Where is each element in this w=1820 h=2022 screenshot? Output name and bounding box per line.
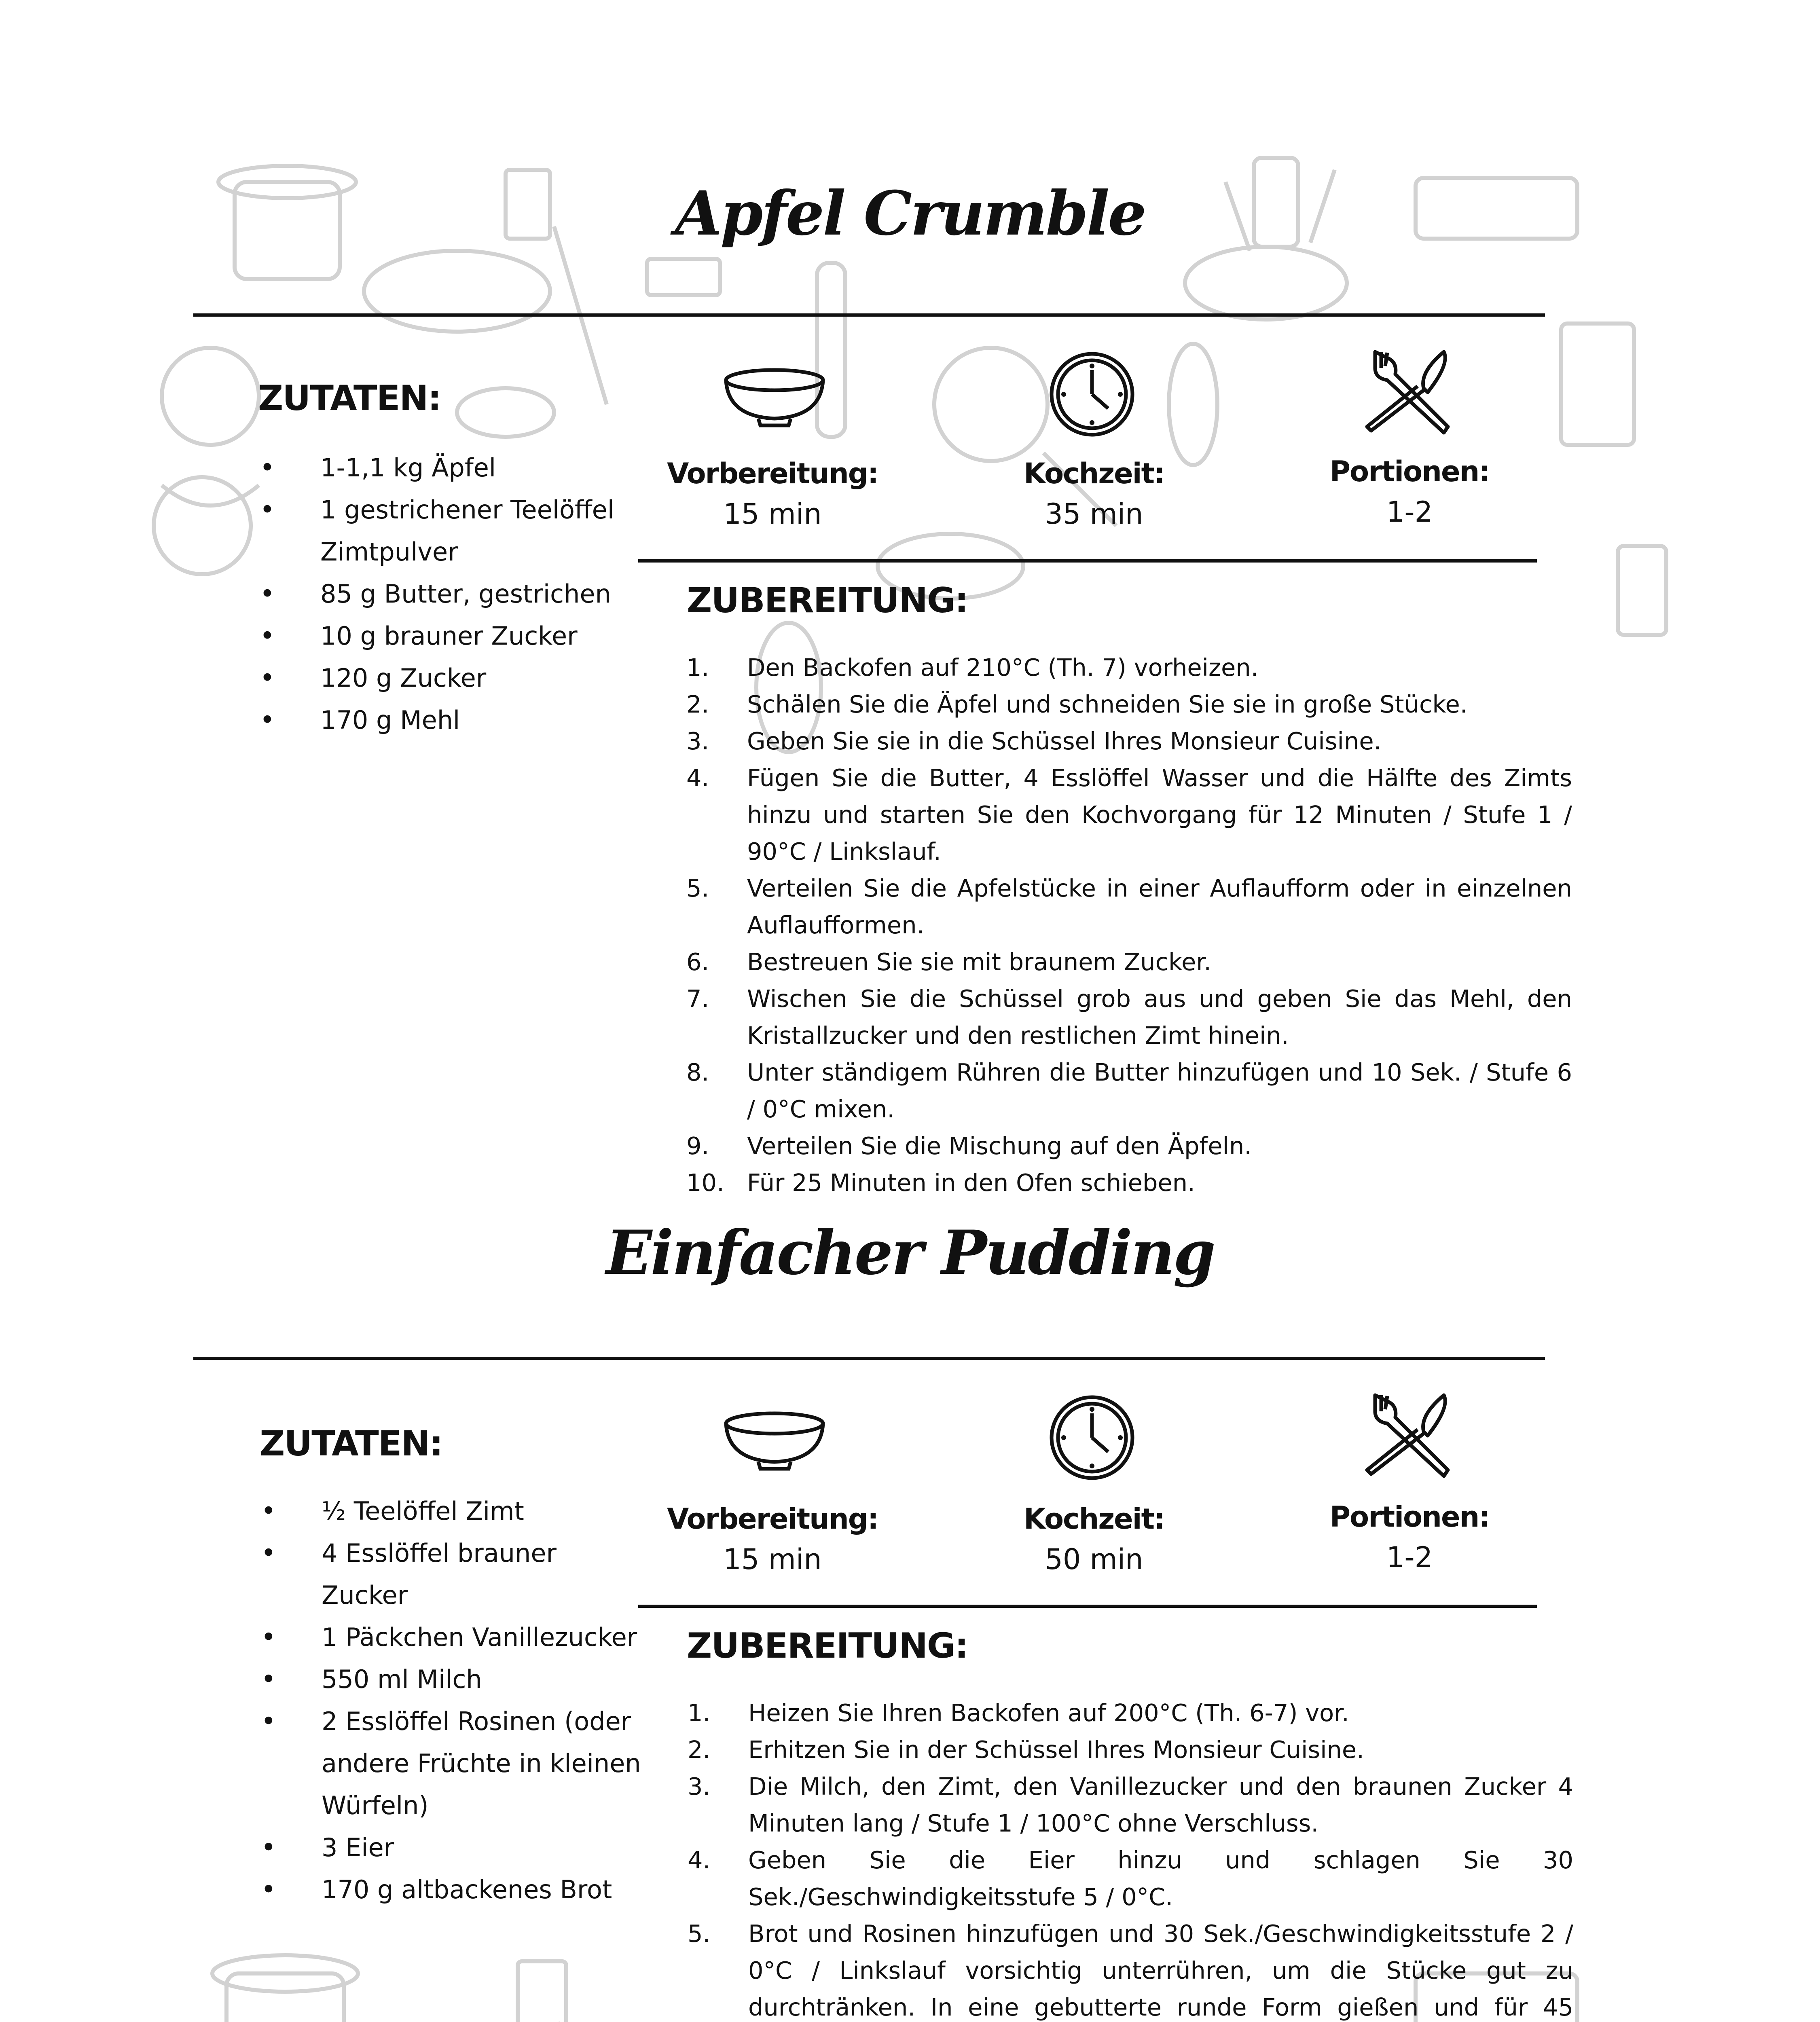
list-item: • 4 Esslöffel brauner Zucker: [261, 1532, 641, 1616]
steps-heading: ZUBEREITUNG:: [687, 580, 968, 621]
list-item: • ½ Teelöffel Zimt: [261, 1490, 641, 1532]
list-item: • 85 g Butter, gestrichen: [260, 573, 640, 615]
servings-value: 1-2: [1386, 495, 1433, 529]
list-item: • 10 g brauner Zucker: [260, 615, 640, 657]
recipe-title: Einfacher Pudding: [606, 1217, 1214, 1288]
list-item: [688, 1731, 1573, 1768]
list-item: • 1 Päckchen Vanillezucker: [261, 1616, 641, 1658]
list-item: • 3 Eier: [261, 1827, 641, 1869]
step-number: 3.: [686, 727, 709, 755]
servings-label: Portionen:: [1329, 455, 1490, 488]
prep-time-label: Vorbereitung:: [667, 1502, 878, 1536]
bowl-icon: [720, 368, 829, 429]
list-item: [686, 1054, 1572, 1127]
meta-divider: [638, 559, 1537, 563]
step-text: Wischen Sie die Schüssel grob aus und geben Sie das Mehl, den Kristallzucker und den restlichen Zimt hinein.: [747, 985, 1572, 1049]
step-text: Für 25 Minuten in den Ofen schieben.: [747, 1169, 1195, 1197]
list-item: [686, 759, 1572, 870]
step-text: Den Backofen auf 210°C (Th. 7) vorheizen.: [747, 654, 1259, 681]
title-divider: [193, 1357, 1545, 1360]
list-item: • 1 gestrichener Teelöffel Zimtpulver: [260, 489, 640, 573]
step-text: Verteilen Sie die Mischung auf den Äpfeln.: [747, 1132, 1252, 1160]
step-number: 10.: [686, 1169, 724, 1197]
bowl-icon: [720, 1411, 829, 1472]
list-item: [686, 943, 1572, 980]
steps-heading: ZUBEREITUNG:: [687, 1626, 968, 1666]
title-divider: [193, 313, 1545, 317]
fork-knife-icon: [1363, 348, 1452, 437]
step-text: Erhitzen Sie in der Schüssel Ihres Monsieur Cuisine.: [748, 1736, 1364, 1764]
steps-list: [688, 1694, 1573, 2022]
step-number: 7.: [686, 985, 709, 1013]
cook-time-value: 35 min: [1045, 497, 1143, 531]
step-number: 6.: [686, 948, 709, 976]
list-item: [688, 1694, 1573, 1731]
clock-icon: [1048, 350, 1136, 439]
step-text: Verteilen Sie die Apfelstücke in einer Auflaufform oder in einzelnen Auflaufformen.: [747, 874, 1572, 939]
step-number: 8.: [686, 1058, 709, 1086]
step-number: 2.: [688, 1736, 711, 1764]
list-item: [686, 649, 1572, 686]
list-item: [686, 870, 1572, 943]
cook-time-value: 50 min: [1045, 1543, 1143, 1576]
cook-time-label: Kochzeit:: [1023, 457, 1165, 490]
step-text: Geben Sie die Eier hinzu und schlagen Sie 30 Sek./Geschwindigkeitsstufe 5 / 0°C.: [748, 1846, 1573, 1911]
clock-icon: [1048, 1393, 1136, 1482]
step-text: Heizen Sie Ihren Backofen auf 200°C (Th. 6-7) vor.: [748, 1699, 1349, 1727]
ingredients-heading: ZUTATEN:: [258, 378, 441, 419]
prep-time-value: 15 min: [723, 497, 822, 531]
list-item: [688, 1842, 1573, 1915]
servings-value: 1-2: [1386, 1541, 1433, 1574]
list-item: • 170 g altbackenes Brot: [261, 1869, 641, 1911]
list-item: [686, 723, 1572, 759]
list-item: [686, 1164, 1572, 1201]
step-number: 2.: [686, 690, 709, 718]
recipe-title: Apfel Crumble: [675, 178, 1145, 249]
ingredients-list: [260, 447, 640, 741]
step-text: Unter ständigem Rühren die Butter hinzufügen und 10 Sek. / Stufe 6 / 0°C mixen.: [747, 1058, 1572, 1123]
servings-label: Portionen:: [1329, 1500, 1490, 1533]
list-item: • 120 g Zucker: [260, 657, 640, 699]
fork-knife-icon: [1363, 1391, 1452, 1480]
list-item: • 1-1,1 kg Äpfel: [260, 447, 640, 489]
step-number: 4.: [686, 764, 709, 792]
list-item: [688, 1768, 1573, 1842]
list-item: • 170 g Mehl: [260, 699, 640, 741]
cook-time-label: Kochzeit:: [1023, 1502, 1165, 1536]
step-number: 3.: [688, 1772, 711, 1800]
steps-list: [686, 649, 1572, 1201]
step-text: Bestreuen Sie sie mit braunem Zucker.: [747, 948, 1211, 976]
list-item: • 550 ml Milch: [261, 1658, 641, 1701]
step-text: Geben Sie sie in die Schüssel Ihres Monsieur Cuisine.: [747, 727, 1382, 755]
step-number: 1.: [686, 654, 709, 681]
step-text: Schälen Sie die Äpfel und schneiden Sie sie in große Stücke.: [747, 690, 1468, 718]
step-text: Fügen Sie die Butter, 4 Esslöffel Wasser und die Hälfte des Zimts hinzu und starten Sie den Kochvorgang für 12 Minuten / Stufe 1 / 90°C / Linkslauf.: [747, 764, 1572, 865]
list-item: • 2 Esslöffel Rosinen (oder andere Früchte in kleinen Würfeln): [261, 1701, 641, 1827]
list-item: [686, 686, 1572, 723]
list-item: [686, 980, 1572, 1054]
step-text: Brot und Rosinen hinzufügen und 30 Sek./Geschwindigkeitsstufe 2 / 0°C / Linkslauf vorsichtig unterrühren, um die Stücke gut zu durchtränken. In eine gebutterte runde Form gießen und für 45: [748, 1920, 1573, 2021]
ingredients-list: [261, 1490, 641, 1911]
list-item: [686, 1127, 1572, 1164]
step-number: 5.: [688, 1920, 711, 1948]
ingredients-heading: ZUTATEN:: [260, 1423, 442, 1464]
step-number: 1.: [688, 1699, 711, 1727]
step-number: 9.: [686, 1132, 709, 1160]
list-item: [688, 1915, 1573, 2022]
prep-time-value: 15 min: [723, 1543, 822, 1576]
prep-time-label: Vorbereitung:: [667, 457, 878, 490]
meta-divider: [638, 1605, 1537, 1608]
step-text: Die Milch, den Zimt, den Vanillezucker und den braunen Zucker 4 Minuten lang / Stufe 1 / 100°C ohne Verschluss.: [748, 1772, 1573, 1837]
step-number: 4.: [688, 1846, 711, 1874]
step-number: 5.: [686, 874, 709, 902]
